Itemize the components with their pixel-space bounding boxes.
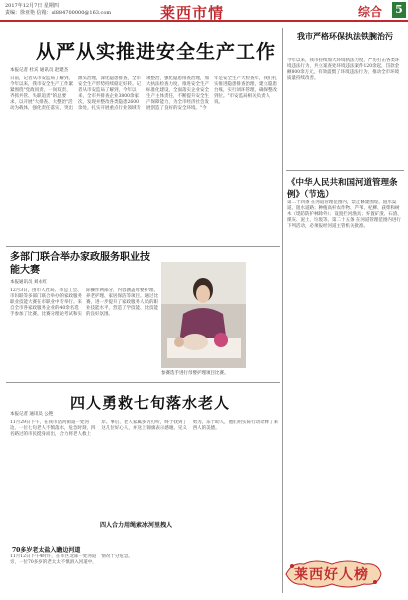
article2-byline: 本报通讯员 刘永红	[10, 280, 48, 285]
sidebar2-body: 第二十四条 在河道管理范围内，禁止修建围堤、阻水渠道、阻水道路；种植高杆农作物、芦苇、杞柳、荻柴和树木（堤防防护林除外）；设置拦河渔具；弃置矿渣、石渣、煤灰、泥土、垃圾等。第二十五条 在河道管理范围内进行下列活动，必须报经河道主管机关批准。	[287, 200, 402, 229]
good-people-badge	[282, 556, 385, 592]
article3-headline: 四人勇救七旬落水老人	[70, 394, 231, 412]
main-headline: 从严从实推进安全生产工作	[36, 41, 277, 63]
main-byline: 本报记者 杜宾 通讯员 赵建杰	[10, 68, 69, 73]
contest-photo	[161, 262, 246, 368]
section-divider-2	[6, 382, 280, 383]
article3-byline: 本报记者 通讯员 公艳	[10, 412, 54, 417]
section-name: 综合	[358, 5, 383, 19]
column-divider	[282, 28, 283, 593]
paper-title: 莱西市情	[160, 4, 225, 22]
header-date: 2017年12月7日 星期四	[5, 3, 59, 9]
main-body: 日前，记者从市安监局了解到，今年以来，我市安全生产工作紧紧围绕"党政同责、一岗双责、齐抓共管、失职追责"的总要求，以开展"大排查、大整治"活动为载体，强化责任落实，突出源头治理，深化隐患排查，全市安全生产形势持续稳定好转。记者从市安监局了解到，今年以来，全市共排查企业3800余家次，发现并整改各类隐患2600余处。扎实开展重点行业领域专项整治，强化隐患排查治理，加大执法检查力度，推进安全生产标准化建设，全面落实企业安全生产主体责任，不断提升安全生产保障能力，为全市经济社会发展创造了良好的安全环境。"今年是安全生产大检查年，我们扎实推进隐患排查治理，建立隐患台账，实行闭环管理，确保整改到位。"市安监局相关负责人说。	[10, 76, 277, 111]
page-header	[0, 0, 408, 22]
photo-caption: 参赛选手进行母婴护理项目比赛。	[161, 371, 229, 376]
article4-body: 11月12日下午4时许，在市区北部一处河道旁，一位70多岁的老太太不慎滑入河道中，情况十分危急。	[10, 554, 133, 565]
sidebar1-body: 今年以来，我市持续加大环境执法力度，严厉打击各类环境违法行为，共立案查处环境违法案件120余起，罚款金额800余万元，有效震慑了环境违法行为，推动全市环境质量持续改善。	[287, 58, 400, 81]
sidebar-divider	[286, 170, 404, 171]
contest-photo-image	[161, 262, 246, 368]
article3-body: 11月29日下午，在我市沽河街道一处河边，一位七旬老人不慎落水，危急时刻，四名路过的市民挺身而出，合力将老人救上岸。事后，老人家属多方打听，终于找到了这几位好心人，并送上锦旗表示感谢。见义勇为、乐于助人，他们用实际行动诠释了莱西人的美德。	[10, 420, 279, 437]
sidebar1-headline: 我市严格环保执法铁腕治污	[297, 31, 393, 41]
header-date-block	[5, 3, 111, 17]
article2-body: 12月3日，由市人社局、市总工会、市妇联等多部门联合举办的家政服务职业技能大赛在市职业中专举行。来自全市各家政服务企业的40余名选手参加了比赛。比赛分理论考试和实际操作两部分，内容涵盖母婴护理、养老护理、家居保洁等项目。通过比赛，进一步提升了家政服务人员的职业技能水平，营造了学技能、比技能的良好氛围。	[10, 288, 158, 317]
article2-headline: 多部门联合举办家政服务职业技能大赛	[10, 252, 150, 276]
header-editor: 责编：徐亚艳 信箱：sl884700000@163.com	[5, 10, 112, 16]
section-divider	[6, 246, 280, 247]
sidebar2-headline: 《中华人民共和国河道管理条例》（节选）	[287, 178, 398, 200]
badge-text: 莱西好人榜	[294, 567, 369, 583]
page-number: 5	[392, 2, 406, 18]
article3-subhead: 四人合力用绳索冰河里拽人	[100, 522, 173, 529]
article4-headline: 70多岁老太盐入瞻边河道	[12, 547, 81, 554]
